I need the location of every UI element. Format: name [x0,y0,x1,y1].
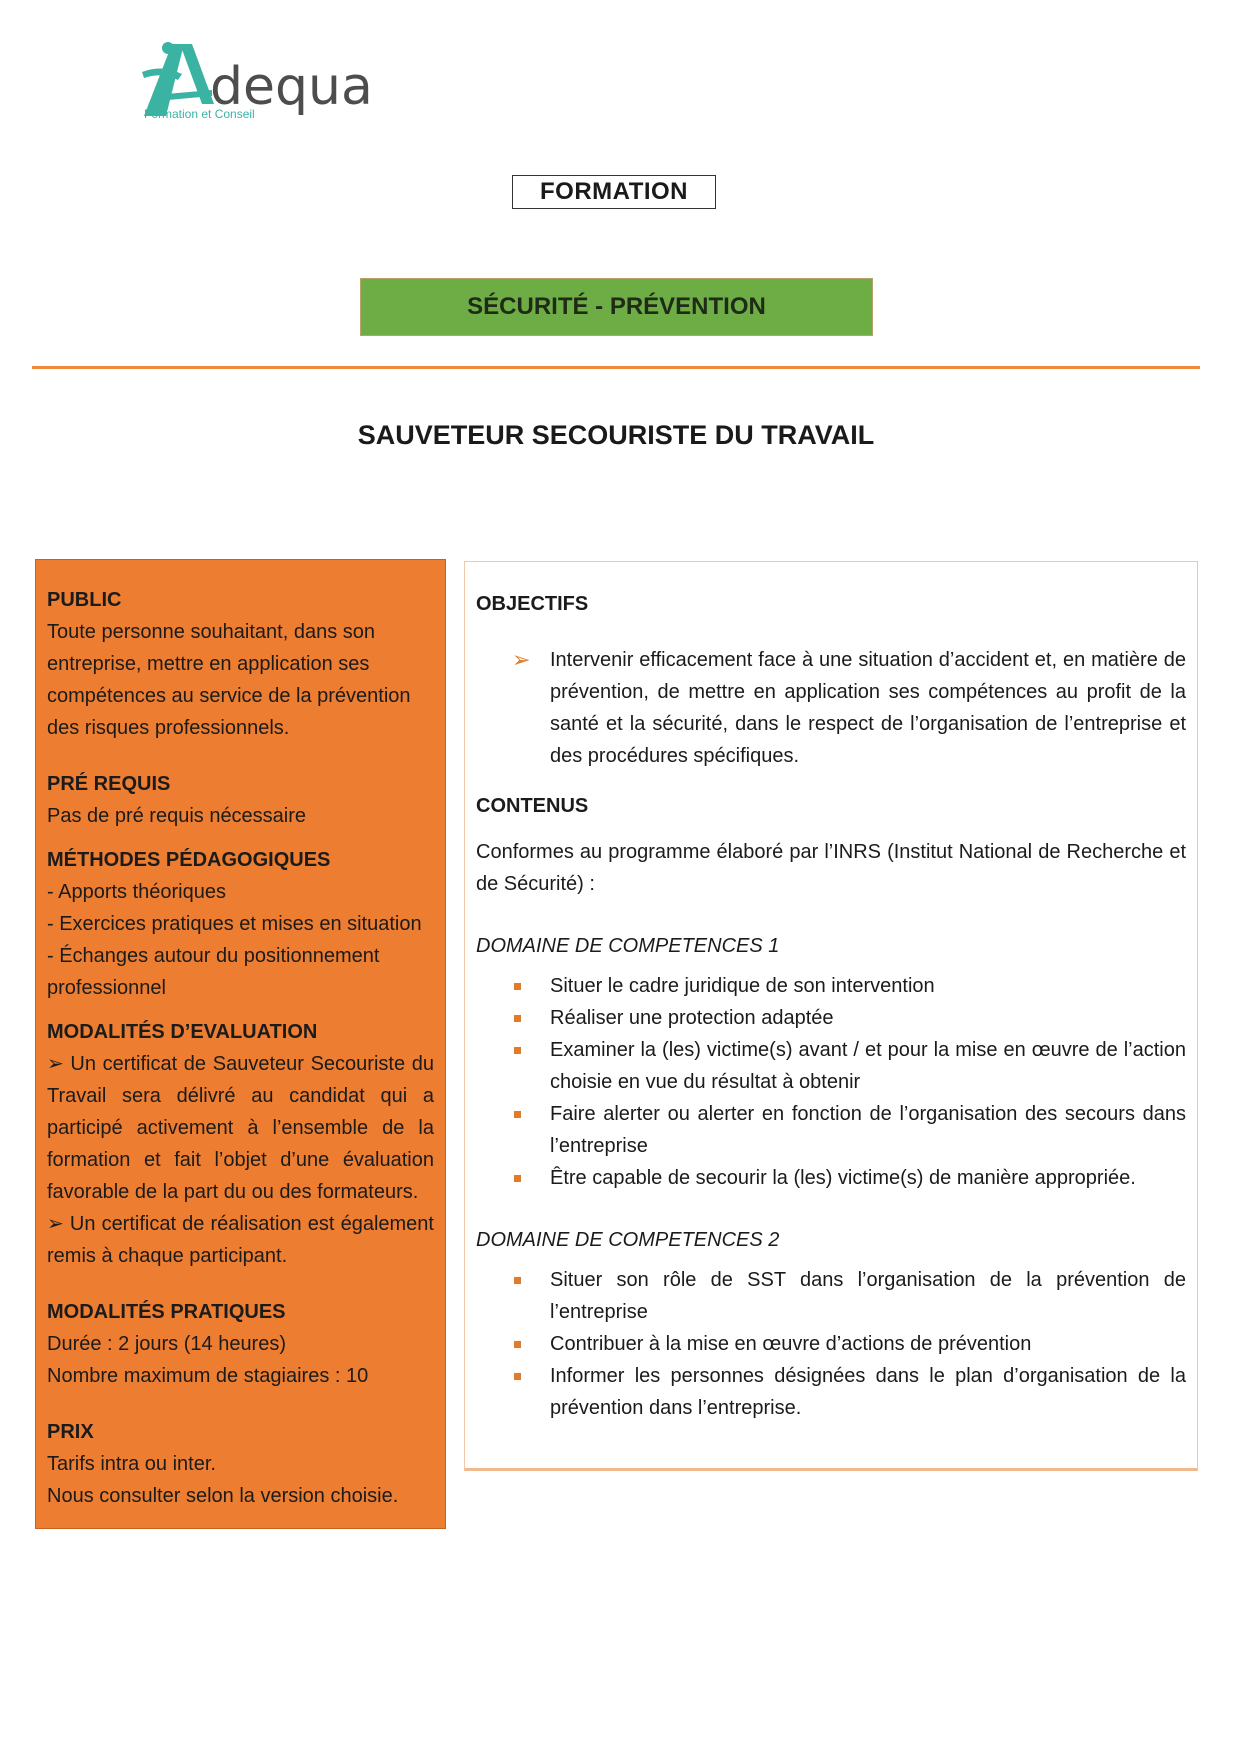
square-bullet-icon [476,1002,550,1034]
objectifs-list [476,644,1186,772]
contenus-title: CONTENUS [476,795,589,817]
domaine-2-title: DOMAINE DE COMPETENCES 2 [476,1229,780,1251]
list-item [476,1162,1186,1194]
section-title: PRÉ REQUIS [47,773,171,795]
list-item-text: Contribuer à la mise en œuvre d’actions de prévention [550,1333,1032,1355]
course-title: SAUVETEUR SECOURISTE DU TRAVAIL [357,420,875,450]
logo-wordmark: dequa [210,57,373,117]
section-methodes [47,844,434,1004]
list-item [476,1002,1186,1034]
square-bullet-icon [476,1162,550,1194]
section-title: PUBLIC [47,589,122,611]
list-item [476,1098,1186,1162]
list-item-text: Être capable de secourir la (les) victime(s) de manière appropriée. [550,1167,1136,1189]
list-item-text: Situer le cadre juridique de son intervention [550,975,935,997]
section-title: PRIX [47,1421,94,1443]
section-evaluation [47,1016,434,1272]
list-item: Nombre maximum de stagiaires : 10 [47,1365,369,1387]
list-item [476,1360,1186,1424]
square-bullet-icon [476,1264,550,1296]
section-text: Pas de pré requis nécessaire [47,805,307,827]
domaine-2-list [476,1264,1186,1424]
section-prix [47,1416,434,1512]
sidebar [35,559,446,1529]
list-item-text: Réaliser une protection adaptée [550,1007,834,1029]
contenus-intro: Conformes au programme élaboré par l’INRS (Institut National de Recherche et de Sécurité) : [476,841,1186,895]
list-item [476,644,1186,772]
list-item [476,1328,1186,1360]
section-title: MODALITÉS D’EVALUATION [47,1021,318,1043]
section-text: Toute personne souhaitant, dans son entreprise, mettre en application ses compétences au service de la prévention des risques professionnels. [47,621,411,739]
list-item: ➢ Un certificat de réalisation est également remis à chaque participant. [47,1213,434,1267]
arrow-bullet-icon: ➢ [512,647,531,672]
list-item: Tarifs intra ou inter. [47,1453,216,1475]
list-item: - Exercices pratiques et mises en situation [47,913,422,935]
list-item-text: Informer les personnes désignées dans le plan d’organisation de la prévention dans l’entreprise. [550,1365,1186,1419]
square-bullet-icon [476,970,550,1002]
section-prerequis [47,768,434,832]
list-item: ➢ Un certificat de Sauveteur Secouriste du Travail sera délivré au candidat qui a participé activement à l’ensemble de la formation et fait l’objet d’une évaluation favorable de la part du ou des formateurs. [47,1053,434,1203]
list-item: Nous consulter selon la version choisie. [47,1485,399,1507]
list-item-text: Intervenir efficacement face à une situation d’accident et, en matière de prévention, de mettre en application ses compétences au profit de la santé et la sécurité, dans le respect de l’organisation de l’entreprise et des procédures spécifiques. [550,649,1186,767]
section-public [47,584,434,744]
square-bullet-icon [476,1360,550,1392]
square-bullet-icon [476,1098,550,1130]
section-pratiques [47,1296,434,1392]
domaine-1-list [476,970,1186,1194]
list-item-text: Situer son rôle de SST dans l’organisation de la prévention de l’entreprise [550,1269,1186,1323]
list-item: - Échanges autour du positionnement professionnel [47,945,380,999]
list-item [476,1034,1186,1098]
section-title: MODALITÉS PRATIQUES [47,1301,286,1323]
logo-tagline: Formation et Conseil [144,107,255,120]
list-item-text: Examiner la (les) victime(s) avant / et pour la mise en œuvre de l’action choisie en vue du résultat à obtenir [550,1039,1186,1093]
list-item: - Apports théoriques [47,881,226,903]
list-item [476,1264,1186,1328]
list-item-text: Faire alerter ou alerter en fonction de l’organisation des secours dans l’entreprise [550,1103,1186,1157]
domaine-1-title: DOMAINE DE COMPETENCES 1 [476,935,780,957]
category-banner: SÉCURITÉ - PRÉVENTION [360,278,873,336]
formation-label: FORMATION [512,175,716,209]
square-bullet-icon [476,1034,550,1066]
adequa-logo [142,38,382,120]
divider [32,366,1200,369]
list-item: Durée : 2 jours (14 heures) [47,1333,287,1355]
content-box [464,561,1198,1471]
list-item [476,970,1186,1002]
section-title: MÉTHODES PÉDAGOGIQUES [47,849,331,871]
objectifs-title: OBJECTIFS [476,593,589,615]
square-bullet-icon [476,1328,550,1360]
